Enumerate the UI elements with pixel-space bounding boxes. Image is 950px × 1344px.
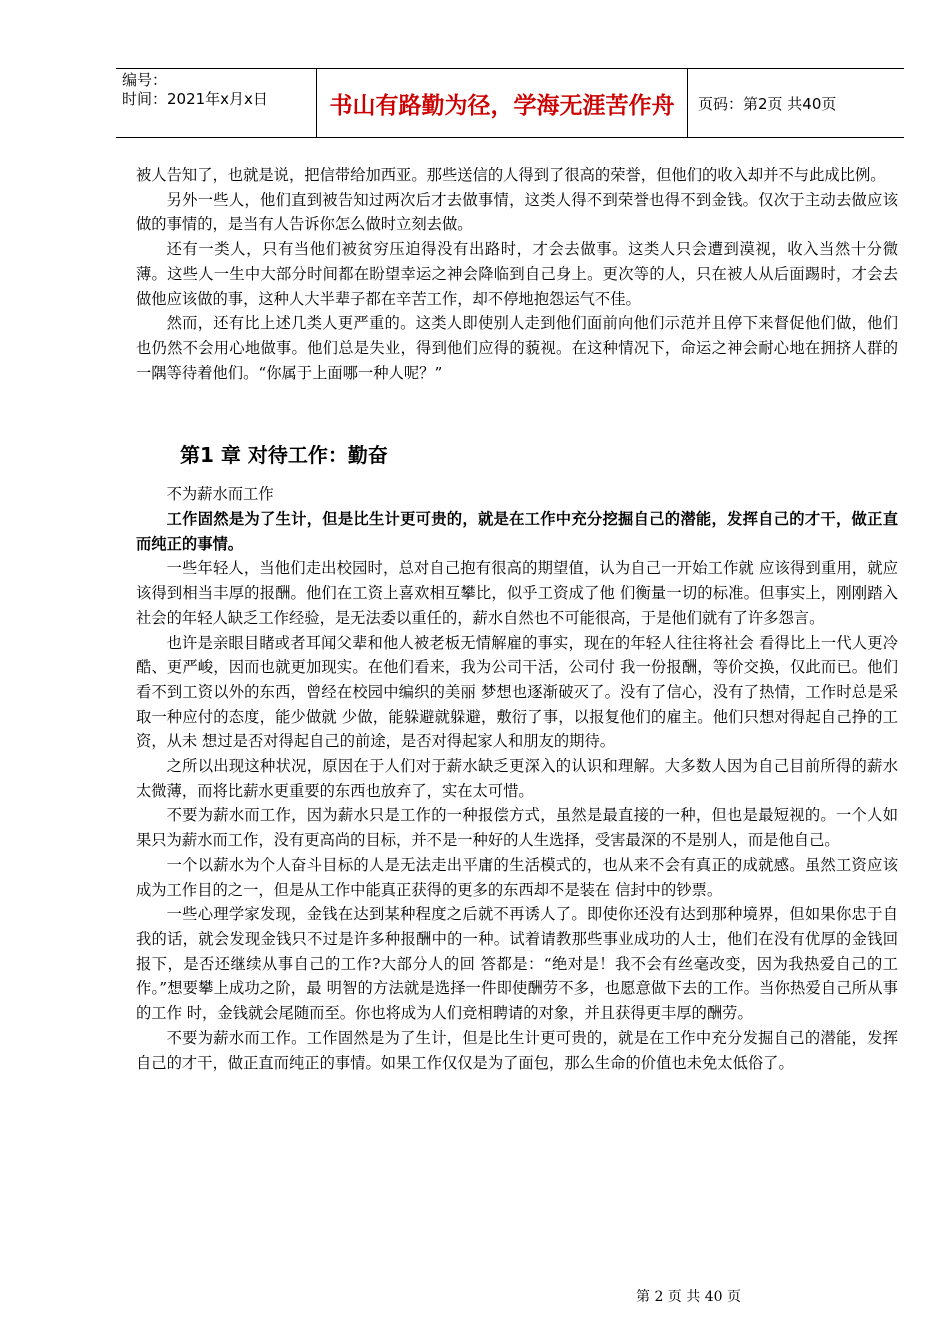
paragraph: 另外一些人，他们直到被告知过两次后才去做事情，这类人得不到荣誉也得不到金钱。仅次于主动去做应该做的事情的，是当有人告诉你怎么做时立刻去做。 [136, 190, 898, 234]
paragraph: 一个以薪水为个人奋斗目标的人是无法走出平庸的生活模式的，也从来不会有真正的成就感。虽然工资应该成为工作目的之一，但是从工作中能真正获得的更多的东西却不是装在 信封中的钞票。 [136, 855, 898, 899]
document-body [136, 163, 898, 1075]
time-label: 时间：2021年x月x日 [122, 90, 268, 108]
paragraph: 不要为薪水而工作。工作固然是为了生计，但是比生计更可贵的，就是在工作中充分发掘自己的潜能，发挥自己的才干，做正直而纯正的事情。如果工作仅仅是为了面包，那么生命的价值也未免太低俗了。 [136, 1028, 898, 1072]
chapter-title: 第1 章 对待工作：勤奋 [180, 443, 388, 468]
header-page-info: 页码：第2页 共40页 [698, 94, 837, 113]
header-motto: 书山有路勤为径，学海无涯苦作舟 [329, 92, 675, 119]
number-label: 编号： [122, 71, 168, 89]
header-motto-cell [316, 69, 688, 137]
page-footer: 第 2 页 共 40 页 [636, 1289, 741, 1305]
lead-paragraph: 工作固然是为了生计，但是比生计更可贵的，就是在工作中充分挖掘自己的潜能，发挥自己的才干，做正直而纯正的事情。 [136, 510, 898, 553]
paragraph: 也许是亲眼目睹或者耳闻父辈和他人被老板无情解雇的事实，现在的年轻人往往将社会 看得比上一代人更冷酷、更严峻，因而也就更加现实。在他们看来，我为公司干活，公司付 我一份报酬，等价交换，仅此而已。他们看不到工资以外的东西，曾经在校园中编织的美丽 梦想也逐渐破灭了。没有了信心，没有了热情，工作时总是采取一种应付的态度，能少做就 少做，能躲避就躲避，敷衍了事，以报复他们的雇主。他们只想对得起自己挣的工资，从未 想过是否对得起自己的前途，是否对得起家人和朋友的期待。 [136, 633, 898, 751]
section-title: 不为薪水而工作 [166, 485, 274, 504]
paragraph: 还有一类人，只有当他们被贫穷压迫得没有出路时，才会去做事。这类人只会遭到漠视，收入当然十分微薄。这些人一生中大部分时间都在盼望幸运之神会降临到自己身上。更次等的人，只在被人从后面踢时，才会去做他应该做的事，这种人大半辈子都在辛苦工作，却不停地抱怨运气不佳。 [136, 240, 898, 308]
paragraph: 然而，还有比上述几类人更严重的。这类人即使别人走到他们面前向他们示范并且停下来督促他们做，他们也仍然不会用心地做事。他们总是失业，得到他们应得的藐视。在这种情况下，命运之神会耐心地在拥挤人群的一隅等待着他们。“你属于上面哪一种人呢？” [136, 314, 898, 382]
paragraph: 不要为薪水而工作，因为薪水只是工作的一种报偿方式，虽然是最直接的一种，但也是最短视的。一个人如果只为薪水而工作，没有更高尚的目标，并不是一种好的人生选择，受害最深的不是别人，而是他自己。 [136, 806, 898, 850]
paragraph: 一些心理学家发现，金钱在达到某种程度之后就不再诱人了。即使你还没有达到那种境界，但如果你忠于自我的话，就会发现金钱只不过是许多种报酬中的一种。试着请教那些事业成功的人士，他们在没有优厚的金钱回报下，是否还继续从事自己的工作?大部分人的回 答都是：“绝对是！我不会有丝毫改变，因为我热爱自己的工作。”想要攀上成功之阶，最 明智的方法就是选择一件即使酬劳不多，也愿意做下去的工作。当你热爱自己所从事的工作 时，金钱就会尾随而至。你也将成为人们竞相聘请的对象，并且获得更丰厚的酬劳。 [136, 905, 898, 1023]
paragraph: 被人告知了，也就是说，把信带给加西亚。那些送信的人得到了很高的荣誉，但他们的收入却并不与此成比例。 [136, 166, 886, 184]
header-meta [116, 69, 316, 137]
paragraph: 之所以出现这种状况，原因在于人们对于薪水缺乏更深入的认识和理解。大多数人因为自己目前所得的薪水太微薄，而将比薪水更重要的东西也放弃了，实在太可惜。 [136, 757, 898, 800]
page-header [116, 68, 904, 138]
paragraph: 一些年轻人，当他们走出校园时，总对自己抱有很高的期望值，认为自己一开始工作就 应该得到重用，就应该得到相当丰厚的报酬。他们在工资上喜欢相互攀比，似乎工资成了他 们衡量一切的标准。但事实上，刚刚踏入社会的年轻人缺乏工作经验，是无法委以重任的，薪水自然也不可能很高，于是他们就有了许多怨言。 [136, 559, 898, 627]
